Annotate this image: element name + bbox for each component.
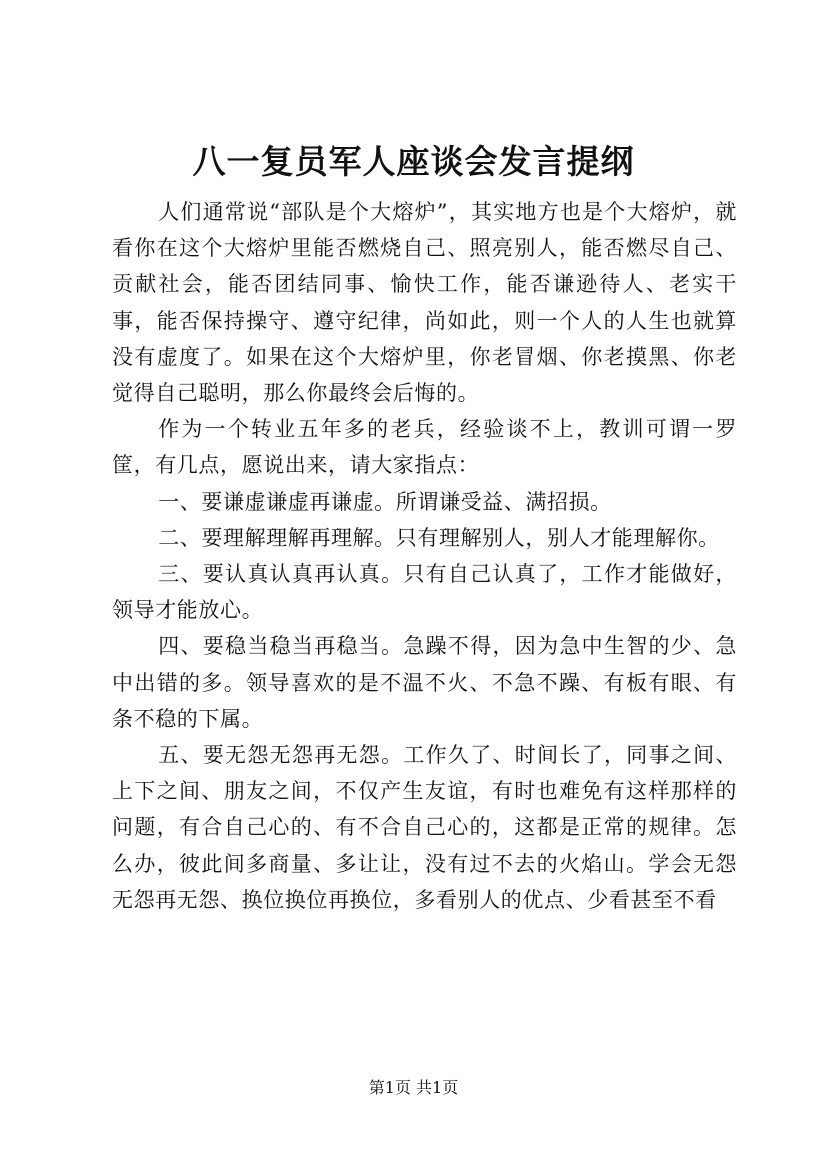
paragraph-preface: 作为一个转业五年多的老兵，经验谈不上，教训可谓一罗筐，有几点，愿说出来，请大家指点： [112,417,737,478]
paragraph-intro: 人们通常说“部队是个大熔炉”，其实地方也是个大熔炉，就看你在这个大熔炉里能否燃烧自己、照亮别人，能否燃尽自己、贡献社会，能否团结同事、愉快工作，能否谦逊待人、老实干事，能否保持操守、遵守纪律，尚如此，则一个人的人生也就算没有虚度了。如果在这个大熔炉里，你老冒烟、你老摸黑、你老觉得自己聪明，那么你最终会后悔的。 [112,200,737,406]
paragraph-point-2: 二、要理解理解再理解。只有理解别人，别人才能理解你。 [158,525,720,550]
document-title: 八一复员军人座谈会发言提纲 [192,142,635,181]
page-number-footer: 第1页 共1页 [368,1078,459,1097]
paragraph-point-5: 五、要无怨无怨再无怨。工作久了、时间长了，同事之间、上下之间、朋友之间，不仅产生友谊，有时也难免有这样那样的问题，有合自己心的、有不合自己心的，这都是正常的规律。怎么办，彼此间多商量、多让让，没有过不去的火焰山。学会无怨无怨再无怨、换位换位再换位，多看别人的优点、少看甚至不看 [112,743,737,912]
paragraph-point-3: 三、要认真认真再认真。只有自己认真了，工作才能做好，领导才能放心。 [112,562,737,623]
paragraph-point-4: 四、要稳当稳当再稳当。急躁不得，因为急中生智的少、急中出错的多。领导喜欢的是不温不火、不急不躁、有板有眼、有条不稳的下属。 [112,634,737,731]
document-body [112,194,737,918]
paragraph-point-1: 一、要谦虚谦虚再谦虚。所谓谦受益、满招损。 [158,489,612,514]
